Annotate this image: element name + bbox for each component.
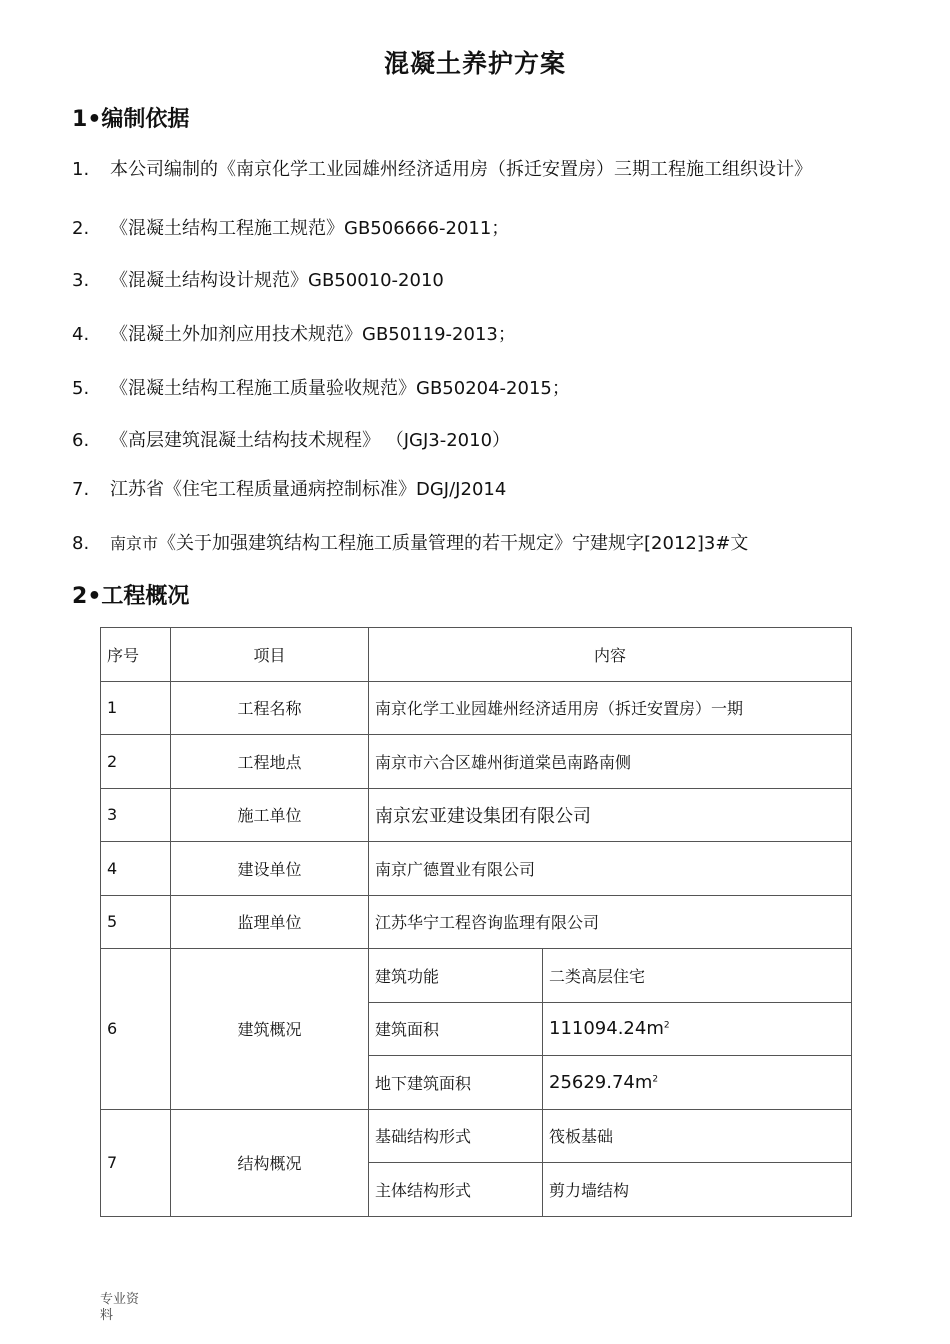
table-header-row — [101, 628, 852, 682]
area-value: 111094.24m — [549, 1018, 664, 1040]
row-item: 工程名称 — [171, 681, 369, 735]
section-title: 工程概况 — [101, 584, 190, 609]
document-title: 混凝土养护方案 — [383, 49, 566, 78]
header-cell-item: 项目 — [171, 628, 369, 682]
row-content: 江苏华宁工程咨询监理有限公司 — [369, 895, 852, 949]
section-bullet: • — [87, 107, 102, 132]
table-row — [101, 949, 852, 1003]
section-title: 编制依据 — [101, 107, 190, 132]
row-no: 1 — [101, 681, 171, 735]
section-number: 2 — [72, 584, 88, 609]
reference-number: 8. — [72, 533, 90, 554]
row-item: 建筑概况 — [171, 949, 369, 1110]
reference-item — [72, 374, 570, 400]
section-heading-basis — [72, 102, 189, 133]
row-no: 2 — [101, 735, 171, 789]
area-unit-exponent: 2 — [663, 1020, 670, 1031]
row-content: 南京化学工业园雄州经济适用房（拆迁安置房）一期 — [369, 681, 852, 735]
sub-label: 建筑面积 — [369, 1002, 543, 1056]
sub-value: 筏板基础 — [543, 1109, 852, 1163]
row-no: 4 — [101, 842, 171, 896]
page-footer: 专业资料 — [100, 1292, 140, 1323]
reference-item — [72, 266, 444, 292]
row-content: 南京广德置业有限公司 — [369, 842, 852, 896]
row-item: 监理单位 — [171, 895, 369, 949]
reference-number: 5. — [72, 378, 90, 399]
row-no: 3 — [101, 788, 171, 842]
table-row — [101, 735, 852, 789]
area-unit-exponent: 2 — [652, 1074, 659, 1085]
sub-label: 基础结构形式 — [369, 1109, 543, 1163]
row-item: 建设单位 — [171, 842, 369, 896]
sub-label: 建筑功能 — [369, 949, 543, 1003]
section-number: 1 — [72, 107, 88, 132]
reference-text: 《混凝土外加剂应用技术规范》GB50119-2013； — [110, 324, 516, 345]
reference-item — [72, 214, 509, 240]
section-heading-overview — [72, 579, 189, 610]
reference-number: 1. — [72, 159, 90, 180]
sub-value — [543, 1056, 852, 1110]
row-content: 南京市六合区雄州街道棠邑南路南侧 — [369, 735, 852, 789]
project-overview-table — [100, 627, 852, 1217]
table-row — [101, 895, 852, 949]
area-value: 25629.74m — [549, 1071, 653, 1093]
row-content-text: 南京宏亚建设集团有限公司 — [375, 805, 591, 827]
row-item: 施工单位 — [171, 788, 369, 842]
reference-prefix: 南京市 — [110, 534, 159, 553]
section-bullet: • — [87, 584, 102, 609]
reference-text: 本公司编制的《南京化学工业园雄州经济适用房（拆迁安置房）三期工程施工组织设计》 — [110, 159, 812, 180]
reference-text: 《混凝土结构设计规范》GB50010-2010 — [110, 270, 444, 291]
sub-value — [543, 1002, 852, 1056]
reference-text: 《关于加强建筑结构工程施工质量管理的若干规定》宁建规字[2012]3#文 — [158, 533, 749, 554]
reference-item — [72, 426, 510, 452]
header-cell-no: 序号 — [101, 628, 171, 682]
table-row — [101, 1109, 852, 1163]
reference-number: 3. — [72, 270, 90, 291]
reference-number: 4. — [72, 324, 90, 345]
sub-label: 地下建筑面积 — [369, 1056, 543, 1110]
reference-text: 《高层建筑混凝土结构技术规程》 （JGJ3-2010） — [110, 430, 511, 451]
table-row — [101, 681, 852, 735]
reference-item — [72, 529, 748, 555]
sub-value: 二类高层住宅 — [543, 949, 852, 1003]
header-cell-content: 内容 — [369, 628, 852, 682]
row-no: 5 — [101, 895, 171, 949]
reference-item — [72, 320, 516, 346]
reference-number: 6. — [72, 430, 90, 451]
reference-number: 2. — [72, 218, 90, 239]
table-row — [101, 788, 852, 842]
row-item: 结构概况 — [171, 1109, 369, 1216]
row-item: 工程地点 — [171, 735, 369, 789]
reference-text: 江苏省《住宅工程质量通病控制标准》DGJ/J2014 — [110, 479, 507, 500]
row-no: 7 — [101, 1109, 171, 1216]
sub-value: 剪力墙结构 — [543, 1163, 852, 1217]
reference-item — [72, 475, 506, 501]
table-row — [101, 842, 852, 896]
row-content — [369, 788, 852, 842]
reference-item — [72, 155, 812, 181]
sub-label: 主体结构形式 — [369, 1163, 543, 1217]
reference-text: 《混凝土结构工程施工规范》GB506666-2011； — [110, 218, 510, 239]
reference-text: 《混凝土结构工程施工质量验收规范》GB50204-2015； — [110, 378, 570, 399]
row-no: 6 — [101, 949, 171, 1110]
reference-number: 7. — [72, 479, 90, 500]
